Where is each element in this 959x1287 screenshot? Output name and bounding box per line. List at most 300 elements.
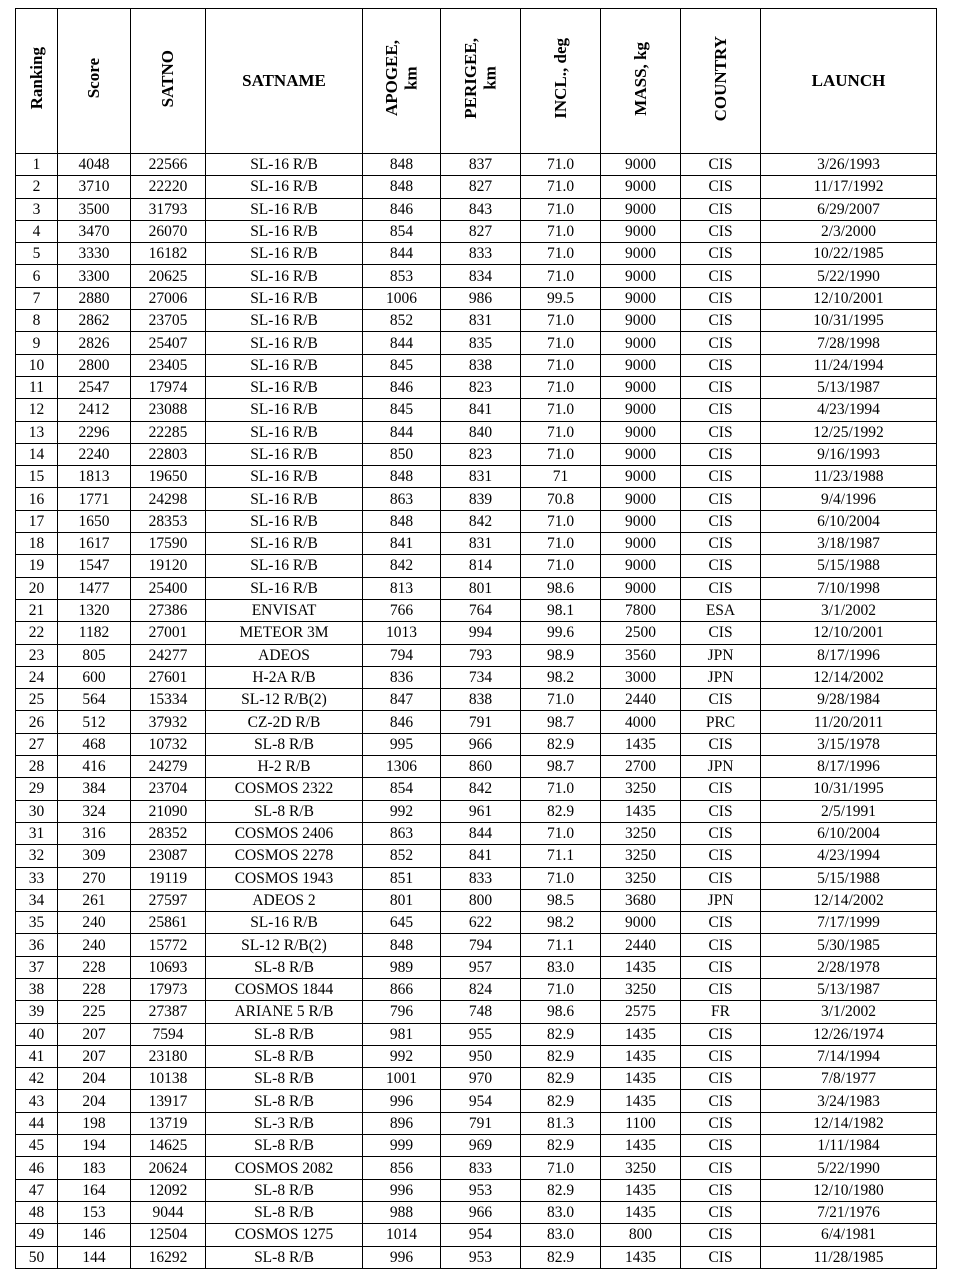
cell-satname: ADEOS <box>206 644 363 666</box>
cell-ranking: 14 <box>16 443 58 465</box>
table-row <box>16 1135 937 1157</box>
cell-satname: SL-16 R/B <box>206 243 363 265</box>
cell-score: 2240 <box>58 443 131 465</box>
cell-satno: 27387 <box>131 1001 206 1023</box>
cell-score: 1477 <box>58 577 131 599</box>
cell-satno: 27601 <box>131 666 206 688</box>
table-row <box>16 1179 937 1201</box>
cell-satno: 23087 <box>131 845 206 867</box>
cell-apogee: 996 <box>363 1090 441 1112</box>
table-row <box>16 533 937 555</box>
cell-score: 2547 <box>58 376 131 398</box>
cell-mass: 9000 <box>601 555 681 577</box>
cell-ranking: 35 <box>16 912 58 934</box>
cell-launch: 11/23/1988 <box>761 466 937 488</box>
cell-country: CIS <box>681 332 761 354</box>
cell-satname: SL-16 R/B <box>206 376 363 398</box>
cell-incl: 71.0 <box>521 332 601 354</box>
cell-ranking: 1 <box>16 154 58 176</box>
table-row <box>16 376 937 398</box>
cell-score: 3500 <box>58 198 131 220</box>
cell-ranking: 9 <box>16 332 58 354</box>
cell-ranking: 15 <box>16 466 58 488</box>
cell-ranking: 50 <box>16 1246 58 1268</box>
cell-country: CIS <box>681 689 761 711</box>
table-row <box>16 889 937 911</box>
table-row <box>16 644 937 666</box>
cell-ranking: 37 <box>16 956 58 978</box>
cell-satname: SL-16 R/B <box>206 310 363 332</box>
cell-apogee: 852 <box>363 845 441 867</box>
table-row <box>16 1224 937 1246</box>
cell-satno: 14625 <box>131 1135 206 1157</box>
cell-score: 198 <box>58 1112 131 1134</box>
cell-launch: 5/15/1988 <box>761 555 937 577</box>
cell-satname: H-2A R/B <box>206 666 363 688</box>
cell-ranking: 25 <box>16 689 58 711</box>
cell-score: 4048 <box>58 154 131 176</box>
cell-score: 204 <box>58 1068 131 1090</box>
header-perigee-label: PERIGEE, <box>460 38 480 119</box>
cell-score: 204 <box>58 1090 131 1112</box>
cell-country: CIS <box>681 912 761 934</box>
cell-satname: SL-8 R/B <box>206 956 363 978</box>
header-apogee <box>363 9 441 154</box>
cell-launch: 12/14/1982 <box>761 1112 937 1134</box>
cell-launch: 12/10/2001 <box>761 622 937 644</box>
cell-incl: 71.0 <box>521 533 601 555</box>
cell-satname: SL-16 R/B <box>206 198 363 220</box>
cell-apogee: 836 <box>363 666 441 688</box>
header-perigee-unit: km <box>480 66 500 91</box>
cell-launch: 10/31/1995 <box>761 310 937 332</box>
cell-satno: 19120 <box>131 555 206 577</box>
table-row <box>16 488 937 510</box>
cell-country: CIS <box>681 243 761 265</box>
cell-country: CIS <box>681 220 761 242</box>
cell-apogee: 813 <box>363 577 441 599</box>
cell-country: CIS <box>681 733 761 755</box>
cell-launch: 11/24/1994 <box>761 354 937 376</box>
cell-incl: 71.0 <box>521 354 601 376</box>
cell-satname: SL-16 R/B <box>206 555 363 577</box>
cell-mass: 3250 <box>601 1157 681 1179</box>
table-row <box>16 956 937 978</box>
cell-mass: 1435 <box>601 1023 681 1045</box>
cell-perigee: 831 <box>441 533 521 555</box>
cell-satname: SL-16 R/B <box>206 421 363 443</box>
cell-ranking: 4 <box>16 220 58 242</box>
cell-mass: 1435 <box>601 1045 681 1067</box>
table-row <box>16 265 937 287</box>
cell-launch: 6/29/2007 <box>761 198 937 220</box>
cell-incl: 99.5 <box>521 287 601 309</box>
cell-country: CIS <box>681 1224 761 1246</box>
cell-satname: SL-8 R/B <box>206 1135 363 1157</box>
cell-ranking: 16 <box>16 488 58 510</box>
cell-satname: SL-16 R/B <box>206 577 363 599</box>
cell-satno: 28352 <box>131 822 206 844</box>
cell-mass: 1435 <box>601 1090 681 1112</box>
cell-launch: 5/13/1987 <box>761 978 937 1000</box>
header-launch: LAUNCH <box>761 9 937 154</box>
cell-perigee: 954 <box>441 1090 521 1112</box>
cell-mass: 9000 <box>601 198 681 220</box>
cell-incl: 98.7 <box>521 711 601 733</box>
cell-launch: 10/22/1985 <box>761 243 937 265</box>
cell-country: PRC <box>681 711 761 733</box>
cell-satname: SL-8 R/B <box>206 1246 363 1268</box>
cell-mass: 4000 <box>601 711 681 733</box>
cell-score: 1547 <box>58 555 131 577</box>
cell-launch: 12/10/1980 <box>761 1179 937 1201</box>
cell-ranking: 45 <box>16 1135 58 1157</box>
cell-mass: 9000 <box>601 265 681 287</box>
cell-mass: 2440 <box>601 934 681 956</box>
cell-ranking: 40 <box>16 1023 58 1045</box>
cell-score: 207 <box>58 1045 131 1067</box>
cell-satname: METEOR 3M <box>206 622 363 644</box>
table-row <box>16 198 937 220</box>
cell-country: CIS <box>681 399 761 421</box>
cell-launch: 6/10/2004 <box>761 822 937 844</box>
header-satname: SATNAME <box>206 9 363 154</box>
cell-country: CIS <box>681 956 761 978</box>
cell-launch: 5/13/1987 <box>761 376 937 398</box>
cell-score: 600 <box>58 666 131 688</box>
cell-satname: COSMOS 1943 <box>206 867 363 889</box>
cell-country: JPN <box>681 756 761 778</box>
cell-incl: 83.0 <box>521 1201 601 1223</box>
cell-score: 240 <box>58 934 131 956</box>
cell-incl: 83.0 <box>521 1224 601 1246</box>
cell-satname: SL-8 R/B <box>206 1179 363 1201</box>
cell-incl: 71.0 <box>521 689 601 711</box>
cell-perigee: 831 <box>441 310 521 332</box>
cell-satno: 23088 <box>131 399 206 421</box>
cell-country: CIS <box>681 1157 761 1179</box>
table-row <box>16 310 937 332</box>
cell-score: 316 <box>58 822 131 844</box>
cell-satname: COSMOS 1275 <box>206 1224 363 1246</box>
cell-apogee: 846 <box>363 376 441 398</box>
header-apogee-unit: km <box>401 66 421 91</box>
cell-score: 309 <box>58 845 131 867</box>
header-perigee <box>441 9 521 154</box>
cell-score: 805 <box>58 644 131 666</box>
cell-launch: 11/20/2011 <box>761 711 937 733</box>
cell-launch: 7/10/1998 <box>761 577 937 599</box>
cell-country: CIS <box>681 1201 761 1223</box>
cell-incl: 71.0 <box>521 310 601 332</box>
cell-mass: 9000 <box>601 912 681 934</box>
cell-incl: 98.7 <box>521 756 601 778</box>
cell-apogee: 801 <box>363 889 441 911</box>
cell-mass: 9000 <box>601 510 681 532</box>
cell-satno: 24298 <box>131 488 206 510</box>
cell-perigee: 966 <box>441 1201 521 1223</box>
cell-apogee: 846 <box>363 711 441 733</box>
table-row <box>16 287 937 309</box>
cell-country: CIS <box>681 778 761 800</box>
cell-launch: 12/14/2002 <box>761 889 937 911</box>
table-row <box>16 154 937 176</box>
cell-incl: 82.9 <box>521 800 601 822</box>
cell-launch: 6/10/2004 <box>761 510 937 532</box>
cell-perigee: 954 <box>441 1224 521 1246</box>
cell-mass: 9000 <box>601 488 681 510</box>
cell-launch: 7/14/1994 <box>761 1045 937 1067</box>
table-row <box>16 711 937 733</box>
cell-country: CIS <box>681 488 761 510</box>
cell-country: CIS <box>681 466 761 488</box>
cell-apogee: 896 <box>363 1112 441 1134</box>
cell-ranking: 6 <box>16 265 58 287</box>
cell-ranking: 18 <box>16 533 58 555</box>
cell-incl: 82.9 <box>521 1045 601 1067</box>
cell-satno: 16292 <box>131 1246 206 1268</box>
cell-satno: 23704 <box>131 778 206 800</box>
header-mass: MASS, kg <box>601 9 681 154</box>
cell-score: 1182 <box>58 622 131 644</box>
cell-country: CIS <box>681 1045 761 1067</box>
cell-satno: 26070 <box>131 220 206 242</box>
cell-apogee: 844 <box>363 332 441 354</box>
cell-score: 228 <box>58 956 131 978</box>
table-row <box>16 466 937 488</box>
cell-apogee: 992 <box>363 800 441 822</box>
cell-country: CIS <box>681 376 761 398</box>
cell-country: CIS <box>681 533 761 555</box>
cell-satname: SL-8 R/B <box>206 800 363 822</box>
cell-satno: 31793 <box>131 198 206 220</box>
cell-satno: 9044 <box>131 1201 206 1223</box>
cell-perigee: 734 <box>441 666 521 688</box>
cell-mass: 7800 <box>601 599 681 621</box>
cell-incl: 71.0 <box>521 265 601 287</box>
cell-ranking: 36 <box>16 934 58 956</box>
table-row <box>16 555 937 577</box>
cell-perigee: 955 <box>441 1023 521 1045</box>
cell-satname: SL-16 R/B <box>206 354 363 376</box>
cell-mass: 1435 <box>601 1068 681 1090</box>
cell-satno: 17974 <box>131 376 206 398</box>
cell-score: 207 <box>58 1023 131 1045</box>
cell-country: CIS <box>681 555 761 577</box>
cell-satno: 22566 <box>131 154 206 176</box>
cell-ranking: 5 <box>16 243 58 265</box>
cell-country: JPN <box>681 666 761 688</box>
table-row <box>16 577 937 599</box>
cell-perigee: 839 <box>441 488 521 510</box>
table-row <box>16 1201 937 1223</box>
cell-perigee: 841 <box>441 845 521 867</box>
cell-score: 2800 <box>58 354 131 376</box>
cell-incl: 81.3 <box>521 1112 601 1134</box>
cell-satno: 15772 <box>131 934 206 956</box>
cell-apogee: 848 <box>363 154 441 176</box>
cell-country: JPN <box>681 644 761 666</box>
cell-apogee: 988 <box>363 1201 441 1223</box>
cell-perigee: 953 <box>441 1246 521 1268</box>
cell-launch: 1/11/1984 <box>761 1135 937 1157</box>
cell-apogee: 645 <box>363 912 441 934</box>
table-row <box>16 510 937 532</box>
table-row <box>16 756 937 778</box>
cell-perigee: 794 <box>441 934 521 956</box>
cell-satno: 27001 <box>131 622 206 644</box>
cell-launch: 7/17/1999 <box>761 912 937 934</box>
cell-satno: 25407 <box>131 332 206 354</box>
cell-score: 3330 <box>58 243 131 265</box>
cell-satname: SL-16 R/B <box>206 154 363 176</box>
cell-apogee: 845 <box>363 354 441 376</box>
cell-incl: 82.9 <box>521 1090 601 1112</box>
table-row <box>16 354 937 376</box>
table-row <box>16 1045 937 1067</box>
cell-mass: 1435 <box>601 733 681 755</box>
cell-score: 270 <box>58 867 131 889</box>
table-row <box>16 599 937 621</box>
cell-ranking: 46 <box>16 1157 58 1179</box>
cell-launch: 10/31/1995 <box>761 778 937 800</box>
cell-satname: SL-8 R/B <box>206 1045 363 1067</box>
cell-satname: COSMOS 2406 <box>206 822 363 844</box>
cell-incl: 98.2 <box>521 666 601 688</box>
cell-perigee: 986 <box>441 287 521 309</box>
table-row <box>16 176 937 198</box>
cell-country: CIS <box>681 1068 761 1090</box>
cell-mass: 9000 <box>601 443 681 465</box>
cell-incl: 98.6 <box>521 1001 601 1023</box>
cell-ranking: 21 <box>16 599 58 621</box>
cell-mass: 3000 <box>601 666 681 688</box>
cell-incl: 71.0 <box>521 243 601 265</box>
cell-incl: 71.0 <box>521 822 601 844</box>
cell-launch: 12/14/2002 <box>761 666 937 688</box>
cell-ranking: 39 <box>16 1001 58 1023</box>
cell-mass: 1435 <box>601 800 681 822</box>
cell-launch: 9/28/1984 <box>761 689 937 711</box>
cell-score: 3300 <box>58 265 131 287</box>
cell-satname: SL-16 R/B <box>206 510 363 532</box>
cell-mass: 9000 <box>601 421 681 443</box>
cell-launch: 4/23/1994 <box>761 399 937 421</box>
cell-launch: 12/25/1992 <box>761 421 937 443</box>
cell-launch: 8/17/1996 <box>761 644 937 666</box>
cell-ranking: 30 <box>16 800 58 822</box>
cell-incl: 82.9 <box>521 1023 601 1045</box>
table-row <box>16 1090 937 1112</box>
cell-satname: SL-16 R/B <box>206 488 363 510</box>
cell-ranking: 26 <box>16 711 58 733</box>
cell-launch: 3/24/1983 <box>761 1090 937 1112</box>
cell-mass: 2440 <box>601 689 681 711</box>
cell-ranking: 8 <box>16 310 58 332</box>
cell-satno: 10138 <box>131 1068 206 1090</box>
cell-perigee: 994 <box>441 622 521 644</box>
cell-perigee: 834 <box>441 265 521 287</box>
table-row <box>16 443 937 465</box>
cell-apogee: 863 <box>363 822 441 844</box>
cell-satno: 25861 <box>131 912 206 934</box>
cell-mass: 9000 <box>601 287 681 309</box>
cell-ranking: 34 <box>16 889 58 911</box>
cell-apogee: 996 <box>363 1179 441 1201</box>
cell-satno: 22803 <box>131 443 206 465</box>
cell-apogee: 851 <box>363 867 441 889</box>
satellite-ranking-table <box>15 8 937 1269</box>
cell-country: CIS <box>681 800 761 822</box>
cell-score: 416 <box>58 756 131 778</box>
cell-apogee: 853 <box>363 265 441 287</box>
cell-ranking: 29 <box>16 778 58 800</box>
cell-score: 225 <box>58 1001 131 1023</box>
cell-perigee: 970 <box>441 1068 521 1090</box>
cell-launch: 12/26/1974 <box>761 1023 937 1045</box>
cell-ranking: 44 <box>16 1112 58 1134</box>
cell-perigee: 793 <box>441 644 521 666</box>
table-row <box>16 778 937 800</box>
header-row <box>16 9 937 154</box>
cell-satno: 19119 <box>131 867 206 889</box>
cell-apogee: 999 <box>363 1135 441 1157</box>
cell-apogee: 854 <box>363 220 441 242</box>
cell-mass: 9000 <box>601 533 681 555</box>
header-satno: SATNO <box>131 9 206 154</box>
cell-launch: 5/22/1990 <box>761 1157 937 1179</box>
cell-country: CIS <box>681 265 761 287</box>
cell-ranking: 42 <box>16 1068 58 1090</box>
cell-satname: SL-16 R/B <box>206 466 363 488</box>
cell-perigee: 814 <box>441 555 521 577</box>
cell-country: CIS <box>681 822 761 844</box>
cell-ranking: 49 <box>16 1224 58 1246</box>
cell-country: CIS <box>681 1112 761 1134</box>
cell-score: 261 <box>58 889 131 911</box>
table-row <box>16 845 937 867</box>
cell-launch: 9/16/1993 <box>761 443 937 465</box>
cell-launch: 3/18/1987 <box>761 533 937 555</box>
cell-apogee: 1006 <box>363 287 441 309</box>
cell-ranking: 38 <box>16 978 58 1000</box>
cell-launch: 6/4/1981 <box>761 1224 937 1246</box>
cell-mass: 3560 <box>601 644 681 666</box>
cell-satno: 27386 <box>131 599 206 621</box>
cell-apogee: 766 <box>363 599 441 621</box>
cell-apogee: 856 <box>363 1157 441 1179</box>
cell-perigee: 969 <box>441 1135 521 1157</box>
cell-satname: SL-12 R/B(2) <box>206 934 363 956</box>
cell-satname: SL-16 R/B <box>206 176 363 198</box>
cell-ranking: 33 <box>16 867 58 889</box>
table-row <box>16 666 937 688</box>
table-row <box>16 1246 937 1268</box>
cell-perigee: 837 <box>441 154 521 176</box>
cell-perigee: 831 <box>441 466 521 488</box>
cell-mass: 9000 <box>601 577 681 599</box>
cell-launch: 4/23/1994 <box>761 845 937 867</box>
cell-satno: 15334 <box>131 689 206 711</box>
cell-country: CIS <box>681 198 761 220</box>
cell-mass: 9000 <box>601 376 681 398</box>
cell-apogee: 981 <box>363 1023 441 1045</box>
cell-mass: 9000 <box>601 176 681 198</box>
cell-satname: SL-16 R/B <box>206 443 363 465</box>
table-row <box>16 1112 937 1134</box>
cell-score: 324 <box>58 800 131 822</box>
cell-apogee: 1013 <box>363 622 441 644</box>
